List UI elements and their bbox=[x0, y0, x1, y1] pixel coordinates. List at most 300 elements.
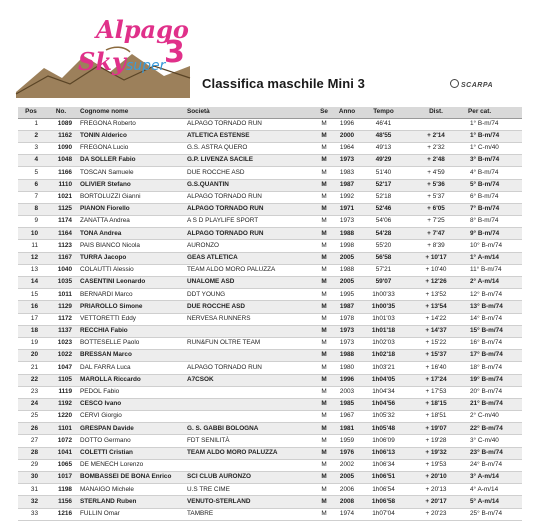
cell-year: 1973 bbox=[333, 325, 361, 337]
table-row bbox=[18, 130, 522, 142]
table-row bbox=[18, 472, 522, 484]
col-number: No. bbox=[44, 107, 78, 118]
cell-pos: 12 bbox=[18, 252, 44, 264]
cell-gap: + 13'54 bbox=[406, 301, 466, 313]
cell-number: 1174 bbox=[44, 216, 78, 228]
cell-sex: M bbox=[315, 167, 333, 179]
table-row bbox=[18, 228, 522, 240]
cell-number: 1011 bbox=[44, 289, 78, 301]
table-row bbox=[18, 289, 522, 301]
cell-gap: + 14'22 bbox=[406, 313, 466, 325]
cell-pos: 31 bbox=[18, 484, 44, 496]
table-row bbox=[18, 423, 522, 435]
table-row bbox=[18, 508, 522, 520]
cell-year: 2006 bbox=[333, 484, 361, 496]
cell-time: 1h01'18 bbox=[361, 325, 406, 337]
cell-gap: + 20'23 bbox=[406, 508, 466, 520]
table-row bbox=[18, 155, 522, 167]
cell-gap: + 2'14 bbox=[406, 130, 466, 142]
cell-year: 2000 bbox=[333, 130, 361, 142]
cell-number: 1090 bbox=[44, 142, 78, 154]
cell-gap: + 19'28 bbox=[406, 435, 466, 447]
cell-pos: 7 bbox=[18, 191, 44, 203]
cell-gap bbox=[406, 118, 466, 130]
page-header bbox=[0, 0, 534, 104]
table-row bbox=[18, 362, 522, 374]
cell-name: BORTOLUZZI Gianni bbox=[78, 191, 185, 203]
cell-name: GRESPAN Davide bbox=[78, 423, 185, 435]
table-row bbox=[18, 325, 522, 337]
cell-sex: M bbox=[315, 240, 333, 252]
cell-sex: M bbox=[315, 423, 333, 435]
cell-number: 1047 bbox=[44, 362, 78, 374]
cell-sex: M bbox=[315, 337, 333, 349]
cell-time: 46'41 bbox=[361, 118, 406, 130]
cell-year: 1973 bbox=[333, 216, 361, 228]
cell-category: 18° B-m/74 bbox=[466, 362, 522, 374]
table-row bbox=[18, 203, 522, 215]
cell-sex: M bbox=[315, 374, 333, 386]
cell-team bbox=[185, 325, 315, 337]
cell-sex: M bbox=[315, 459, 333, 471]
cell-number: 1110 bbox=[44, 179, 78, 191]
cell-name: STERLAND Ruben bbox=[78, 496, 185, 508]
cell-year: 1976 bbox=[333, 447, 361, 459]
cell-category: 25° B-m/74 bbox=[466, 508, 522, 520]
cell-number: 1065 bbox=[44, 459, 78, 471]
cell-pos: 20 bbox=[18, 350, 44, 362]
cell-name: TOSCAN Samuele bbox=[78, 167, 185, 179]
cell-gap: + 10'17 bbox=[406, 252, 466, 264]
cell-name: CASENTINI Leonardo bbox=[78, 277, 185, 289]
cell-sex: M bbox=[315, 203, 333, 215]
cell-time: 54'06 bbox=[361, 216, 406, 228]
cell-number: 1040 bbox=[44, 264, 78, 276]
cell-time: 1h05'32 bbox=[361, 411, 406, 423]
table-row bbox=[18, 484, 522, 496]
cell-number: 1220 bbox=[44, 411, 78, 423]
cell-pos: 26 bbox=[18, 423, 44, 435]
cell-category: 14° B-m/74 bbox=[466, 313, 522, 325]
cell-gap: + 19'07 bbox=[406, 423, 466, 435]
col-time: Tempo bbox=[361, 107, 406, 118]
cell-time: 52'17 bbox=[361, 179, 406, 191]
cell-pos: 21 bbox=[18, 362, 44, 374]
cell-team: TEAM ALDO MORO PALUZZA bbox=[185, 447, 315, 459]
sponsor-logo bbox=[450, 79, 493, 89]
cell-name: BRESSAN Marco bbox=[78, 350, 185, 362]
cell-team: VENUTO-STERLAND bbox=[185, 496, 315, 508]
cell-sex: M bbox=[315, 362, 333, 374]
cell-name: MANAIGO Michele bbox=[78, 484, 185, 496]
cell-number: 1156 bbox=[44, 496, 78, 508]
cell-sex: M bbox=[315, 191, 333, 203]
cell-sex: M bbox=[315, 447, 333, 459]
cell-category: 23° B-m/74 bbox=[466, 447, 522, 459]
cell-team: DUE ROCCHE ASD bbox=[185, 167, 315, 179]
cell-number: 1162 bbox=[44, 130, 78, 142]
table-row bbox=[18, 496, 522, 508]
cell-sex: M bbox=[315, 301, 333, 313]
col-sex: Se bbox=[315, 107, 333, 118]
cell-pos: 27 bbox=[18, 435, 44, 447]
cell-gap: + 2'32 bbox=[406, 142, 466, 154]
cell-year: 1973 bbox=[333, 155, 361, 167]
cell-name: BOTTESELLE Paolo bbox=[78, 337, 185, 349]
cell-number: 1022 bbox=[44, 350, 78, 362]
cell-number: 1137 bbox=[44, 325, 78, 337]
cell-number: 1198 bbox=[44, 484, 78, 496]
cell-name: DE MENECH Lorenzo bbox=[78, 459, 185, 471]
table-row bbox=[18, 240, 522, 252]
cell-year: 1992 bbox=[333, 191, 361, 203]
cell-year: 1980 bbox=[333, 362, 361, 374]
cell-team: RUN&FUN OLTRE TEAM bbox=[185, 337, 315, 349]
cell-name: CERVI Giorgio bbox=[78, 411, 185, 423]
cell-team: ALPAGO TORNADO RUN bbox=[185, 191, 315, 203]
cell-name: ZANATTA Andrea bbox=[78, 216, 185, 228]
cell-team: TAMBRE bbox=[185, 508, 315, 520]
cell-year: 1995 bbox=[333, 289, 361, 301]
cell-gap: + 6'05 bbox=[406, 203, 466, 215]
cell-name: PRIAROLLO Simone bbox=[78, 301, 185, 313]
cell-pos: 6 bbox=[18, 179, 44, 191]
table-header-row bbox=[18, 107, 522, 118]
cell-name: FREGONA Roberto bbox=[78, 118, 185, 130]
cell-year: 2002 bbox=[333, 459, 361, 471]
cell-gap: + 8'39 bbox=[406, 240, 466, 252]
cell-pos: 17 bbox=[18, 313, 44, 325]
cell-name: BOMBASSEI DE BONA Enrico bbox=[78, 472, 185, 484]
cell-category: 7° B-m/74 bbox=[466, 203, 522, 215]
cell-year: 1978 bbox=[333, 313, 361, 325]
cell-gap: + 7'25 bbox=[406, 216, 466, 228]
cell-time: 1h05'48 bbox=[361, 423, 406, 435]
cell-team bbox=[185, 350, 315, 362]
cell-category: 9° B-m/74 bbox=[466, 228, 522, 240]
cell-sex: M bbox=[315, 179, 333, 191]
cell-time: 1h03'21 bbox=[361, 362, 406, 374]
cell-number: 1166 bbox=[44, 167, 78, 179]
cell-name: DOTTO Germano bbox=[78, 435, 185, 447]
table-row bbox=[18, 142, 522, 154]
cell-category: 5° B-m/74 bbox=[466, 179, 522, 191]
cell-year: 1996 bbox=[333, 118, 361, 130]
cell-year: 1981 bbox=[333, 423, 361, 435]
cell-year: 1988 bbox=[333, 228, 361, 240]
cell-category: 11° B-m/74 bbox=[466, 264, 522, 276]
table-row bbox=[18, 386, 522, 398]
cell-pos: 22 bbox=[18, 374, 44, 386]
logo-word-super: super bbox=[126, 58, 166, 74]
cell-pos: 29 bbox=[18, 459, 44, 471]
cell-sex: M bbox=[315, 472, 333, 484]
cell-name: RECCHIA Fabio bbox=[78, 325, 185, 337]
cell-time: 1h02'03 bbox=[361, 337, 406, 349]
cell-gap: + 12'26 bbox=[406, 277, 466, 289]
cell-category: 4° B-m/74 bbox=[466, 167, 522, 179]
cell-year: 2005 bbox=[333, 277, 361, 289]
cell-team: GEAS ATLETICA bbox=[185, 252, 315, 264]
cell-name: BERNARDI Marco bbox=[78, 289, 185, 301]
cell-category: 5° A-m/14 bbox=[466, 496, 522, 508]
cell-pos: 15 bbox=[18, 289, 44, 301]
cell-category: 1° B-m/74 bbox=[466, 118, 522, 130]
table-row bbox=[18, 313, 522, 325]
cell-team: ALPAGO TORNADO RUN bbox=[185, 118, 315, 130]
cell-team: UNALOME ASD bbox=[185, 277, 315, 289]
sponsor-name: SCARPA bbox=[461, 82, 494, 89]
cell-gap: + 20'17 bbox=[406, 496, 466, 508]
table-row bbox=[18, 350, 522, 362]
cell-sex: M bbox=[315, 435, 333, 447]
cell-time: 1h06'34 bbox=[361, 459, 406, 471]
cell-pos: 9 bbox=[18, 216, 44, 228]
cell-category: 13° B-m/74 bbox=[466, 301, 522, 313]
cell-pos: 30 bbox=[18, 472, 44, 484]
cell-number: 1035 bbox=[44, 277, 78, 289]
cell-team: ALPAGO TORNADO RUN bbox=[185, 362, 315, 374]
cell-team bbox=[185, 398, 315, 410]
cell-sex: M bbox=[315, 130, 333, 142]
cell-time: 52'46 bbox=[361, 203, 406, 215]
cell-team: ALPAGO TORNADO RUN bbox=[185, 228, 315, 240]
col-pos: Pos bbox=[18, 107, 44, 118]
cell-category: 8° B-m/74 bbox=[466, 216, 522, 228]
cell-team: G. S. GABBI BOLOGNA bbox=[185, 423, 315, 435]
cell-name: CESCO Ivano bbox=[78, 398, 185, 410]
cell-team: U.S TRE CIME bbox=[185, 484, 315, 496]
cell-time: 1h04'34 bbox=[361, 386, 406, 398]
cell-time: 1h07'04 bbox=[361, 508, 406, 520]
cell-team: G.S. ASTRA QUERO bbox=[185, 142, 315, 154]
cell-pos: 25 bbox=[18, 411, 44, 423]
cell-time: 1h04'05 bbox=[361, 374, 406, 386]
cell-year: 1967 bbox=[333, 411, 361, 423]
table-row bbox=[18, 459, 522, 471]
cell-time: 1h06'58 bbox=[361, 496, 406, 508]
cell-sex: M bbox=[315, 118, 333, 130]
cell-year: 1964 bbox=[333, 142, 361, 154]
cell-name: FREGONA Lucio bbox=[78, 142, 185, 154]
cell-pos: 10 bbox=[18, 228, 44, 240]
cell-time: 59'07 bbox=[361, 277, 406, 289]
logo-number: 3 bbox=[164, 35, 185, 70]
cell-category: 6° B-m/74 bbox=[466, 191, 522, 203]
cell-team: FDT SENILITÀ bbox=[185, 435, 315, 447]
cell-name: PIANON Fiorello bbox=[78, 203, 185, 215]
table-row bbox=[18, 374, 522, 386]
cell-team: DUE ROCCHE ASD bbox=[185, 301, 315, 313]
table-row bbox=[18, 301, 522, 313]
cell-gap: + 7'47 bbox=[406, 228, 466, 240]
table-row bbox=[18, 179, 522, 191]
table-row bbox=[18, 277, 522, 289]
cell-number: 1089 bbox=[44, 118, 78, 130]
cell-number: 1125 bbox=[44, 203, 78, 215]
cell-sex: M bbox=[315, 264, 333, 276]
cell-name: COLAUTTI Alessio bbox=[78, 264, 185, 276]
cell-year: 2003 bbox=[333, 386, 361, 398]
col-gap: Dist. bbox=[406, 107, 466, 118]
cell-team: ATLETICA ESTENSE bbox=[185, 130, 315, 142]
cell-category: 2° C-m/40 bbox=[466, 411, 522, 423]
cell-team: G.S.QUANTIN bbox=[185, 179, 315, 191]
cell-sex: M bbox=[315, 216, 333, 228]
cell-pos: 18 bbox=[18, 325, 44, 337]
cell-gap: + 18'15 bbox=[406, 398, 466, 410]
cell-number: 1021 bbox=[44, 191, 78, 203]
cell-category: 22° B-m/74 bbox=[466, 423, 522, 435]
cell-gap: + 19'53 bbox=[406, 459, 466, 471]
cell-category: 2° A-m/14 bbox=[466, 277, 522, 289]
cell-team: G.P. LIVENZA SACILE bbox=[185, 155, 315, 167]
cell-gap: + 4'59 bbox=[406, 167, 466, 179]
table-row bbox=[18, 447, 522, 459]
cell-sex: M bbox=[315, 496, 333, 508]
cell-category: 24° B-m/74 bbox=[466, 459, 522, 471]
cell-category: 1° C-m/40 bbox=[466, 142, 522, 154]
cell-team: DDT YOUNG bbox=[185, 289, 315, 301]
cell-time: 54'28 bbox=[361, 228, 406, 240]
cell-sex: M bbox=[315, 142, 333, 154]
cell-sex: M bbox=[315, 398, 333, 410]
cell-sex: M bbox=[315, 313, 333, 325]
table-row bbox=[18, 411, 522, 423]
cell-sex: M bbox=[315, 350, 333, 362]
cell-time: 56'58 bbox=[361, 252, 406, 264]
cell-pos: 8 bbox=[18, 203, 44, 215]
cell-name: DA SOLLER Fabio bbox=[78, 155, 185, 167]
cell-category: 19° B-m/74 bbox=[466, 374, 522, 386]
cell-sex: M bbox=[315, 289, 333, 301]
cell-time: 51'40 bbox=[361, 167, 406, 179]
cell-pos: 19 bbox=[18, 337, 44, 349]
cell-pos: 14 bbox=[18, 277, 44, 289]
cell-time: 49'29 bbox=[361, 155, 406, 167]
cell-category: 16° B-m/74 bbox=[466, 337, 522, 349]
cell-category: 15° B-m/74 bbox=[466, 325, 522, 337]
cell-pos: 23 bbox=[18, 386, 44, 398]
cell-sex: M bbox=[315, 484, 333, 496]
event-logo bbox=[14, 6, 196, 98]
cell-name: PEDOL Fabio bbox=[78, 386, 185, 398]
cell-year: 2005 bbox=[333, 252, 361, 264]
cell-gap: + 10'40 bbox=[406, 264, 466, 276]
cell-gap: + 13'52 bbox=[406, 289, 466, 301]
cell-sex: M bbox=[315, 386, 333, 398]
cell-pos: 1 bbox=[18, 118, 44, 130]
cell-sex: M bbox=[315, 252, 333, 264]
cell-time: 48'55 bbox=[361, 130, 406, 142]
col-team: Società bbox=[185, 107, 315, 118]
cell-name: PAIS BIANCO Nicola bbox=[78, 240, 185, 252]
cell-sex: M bbox=[315, 155, 333, 167]
cell-category: 1° B-m/74 bbox=[466, 130, 522, 142]
cell-time: 57'21 bbox=[361, 264, 406, 276]
cell-category: 21° B-m/74 bbox=[466, 398, 522, 410]
cell-pos: 24 bbox=[18, 398, 44, 410]
cell-pos: 3 bbox=[18, 142, 44, 154]
cell-category: 1° A-m/14 bbox=[466, 252, 522, 264]
cell-time: 1h04'56 bbox=[361, 398, 406, 410]
cell-time: 1h06'13 bbox=[361, 447, 406, 459]
cell-number: 1119 bbox=[44, 386, 78, 398]
logo-word-sky: Sky bbox=[78, 47, 126, 76]
cell-number: 1048 bbox=[44, 155, 78, 167]
cell-time: 49'13 bbox=[361, 142, 406, 154]
cell-number: 1167 bbox=[44, 252, 78, 264]
cell-time: 1h01'03 bbox=[361, 313, 406, 325]
cell-team: TEAM ALDO MORO PALUZZA bbox=[185, 264, 315, 276]
cell-year: 1971 bbox=[333, 203, 361, 215]
cell-name: COLETTI Cristian bbox=[78, 447, 185, 459]
cell-number: 1216 bbox=[44, 508, 78, 520]
cell-year: 2008 bbox=[333, 496, 361, 508]
cell-time: 55'20 bbox=[361, 240, 406, 252]
cell-name: FULLIN Omar bbox=[78, 508, 185, 520]
table-row bbox=[18, 216, 522, 228]
cell-number: 1041 bbox=[44, 447, 78, 459]
cell-team bbox=[185, 386, 315, 398]
cell-time: 1h00'35 bbox=[361, 301, 406, 313]
cell-pos: 13 bbox=[18, 264, 44, 276]
cell-category: 12° B-m/74 bbox=[466, 289, 522, 301]
table-row bbox=[18, 264, 522, 276]
results-table bbox=[18, 107, 522, 521]
cell-name: DAL FARRA Luca bbox=[78, 362, 185, 374]
table-row bbox=[18, 167, 522, 179]
cell-sex: M bbox=[315, 325, 333, 337]
cell-gap: + 17'53 bbox=[406, 386, 466, 398]
cell-category: 3° A-m/14 bbox=[466, 472, 522, 484]
cell-number: 1172 bbox=[44, 313, 78, 325]
cell-gap: + 5'37 bbox=[406, 191, 466, 203]
cell-gap: + 15'22 bbox=[406, 337, 466, 349]
cell-gap: + 20'10 bbox=[406, 472, 466, 484]
cell-team: A S D PLAYLIFE SPORT bbox=[185, 216, 315, 228]
cell-time: 52'18 bbox=[361, 191, 406, 203]
cell-team bbox=[185, 459, 315, 471]
cell-number: 1023 bbox=[44, 337, 78, 349]
cell-number: 1164 bbox=[44, 228, 78, 240]
cell-number: 1101 bbox=[44, 423, 78, 435]
cell-sex: M bbox=[315, 508, 333, 520]
cell-name: TURRA Jacopo bbox=[78, 252, 185, 264]
cell-year: 1974 bbox=[333, 508, 361, 520]
table-row bbox=[18, 191, 522, 203]
cell-name: MAROLLA Riccardo bbox=[78, 374, 185, 386]
cell-number: 1129 bbox=[44, 301, 78, 313]
cell-sex: M bbox=[315, 411, 333, 423]
cell-sex: M bbox=[315, 228, 333, 240]
cell-gap: + 2'48 bbox=[406, 155, 466, 167]
cell-year: 2005 bbox=[333, 472, 361, 484]
cell-team: SCI CLUB AURONZO bbox=[185, 472, 315, 484]
table-row bbox=[18, 118, 522, 130]
cell-number: 1017 bbox=[44, 472, 78, 484]
cell-gap: + 17'24 bbox=[406, 374, 466, 386]
cell-time: 1h00'33 bbox=[361, 289, 406, 301]
cell-gap: + 5'36 bbox=[406, 179, 466, 191]
cell-year: 1996 bbox=[333, 374, 361, 386]
cell-gap: + 15'37 bbox=[406, 350, 466, 362]
scarpa-icon bbox=[450, 79, 459, 88]
cell-category: 3° C-m/40 bbox=[466, 435, 522, 447]
cell-pos: 33 bbox=[18, 508, 44, 520]
cell-pos: 4 bbox=[18, 155, 44, 167]
cell-year: 1985 bbox=[333, 398, 361, 410]
